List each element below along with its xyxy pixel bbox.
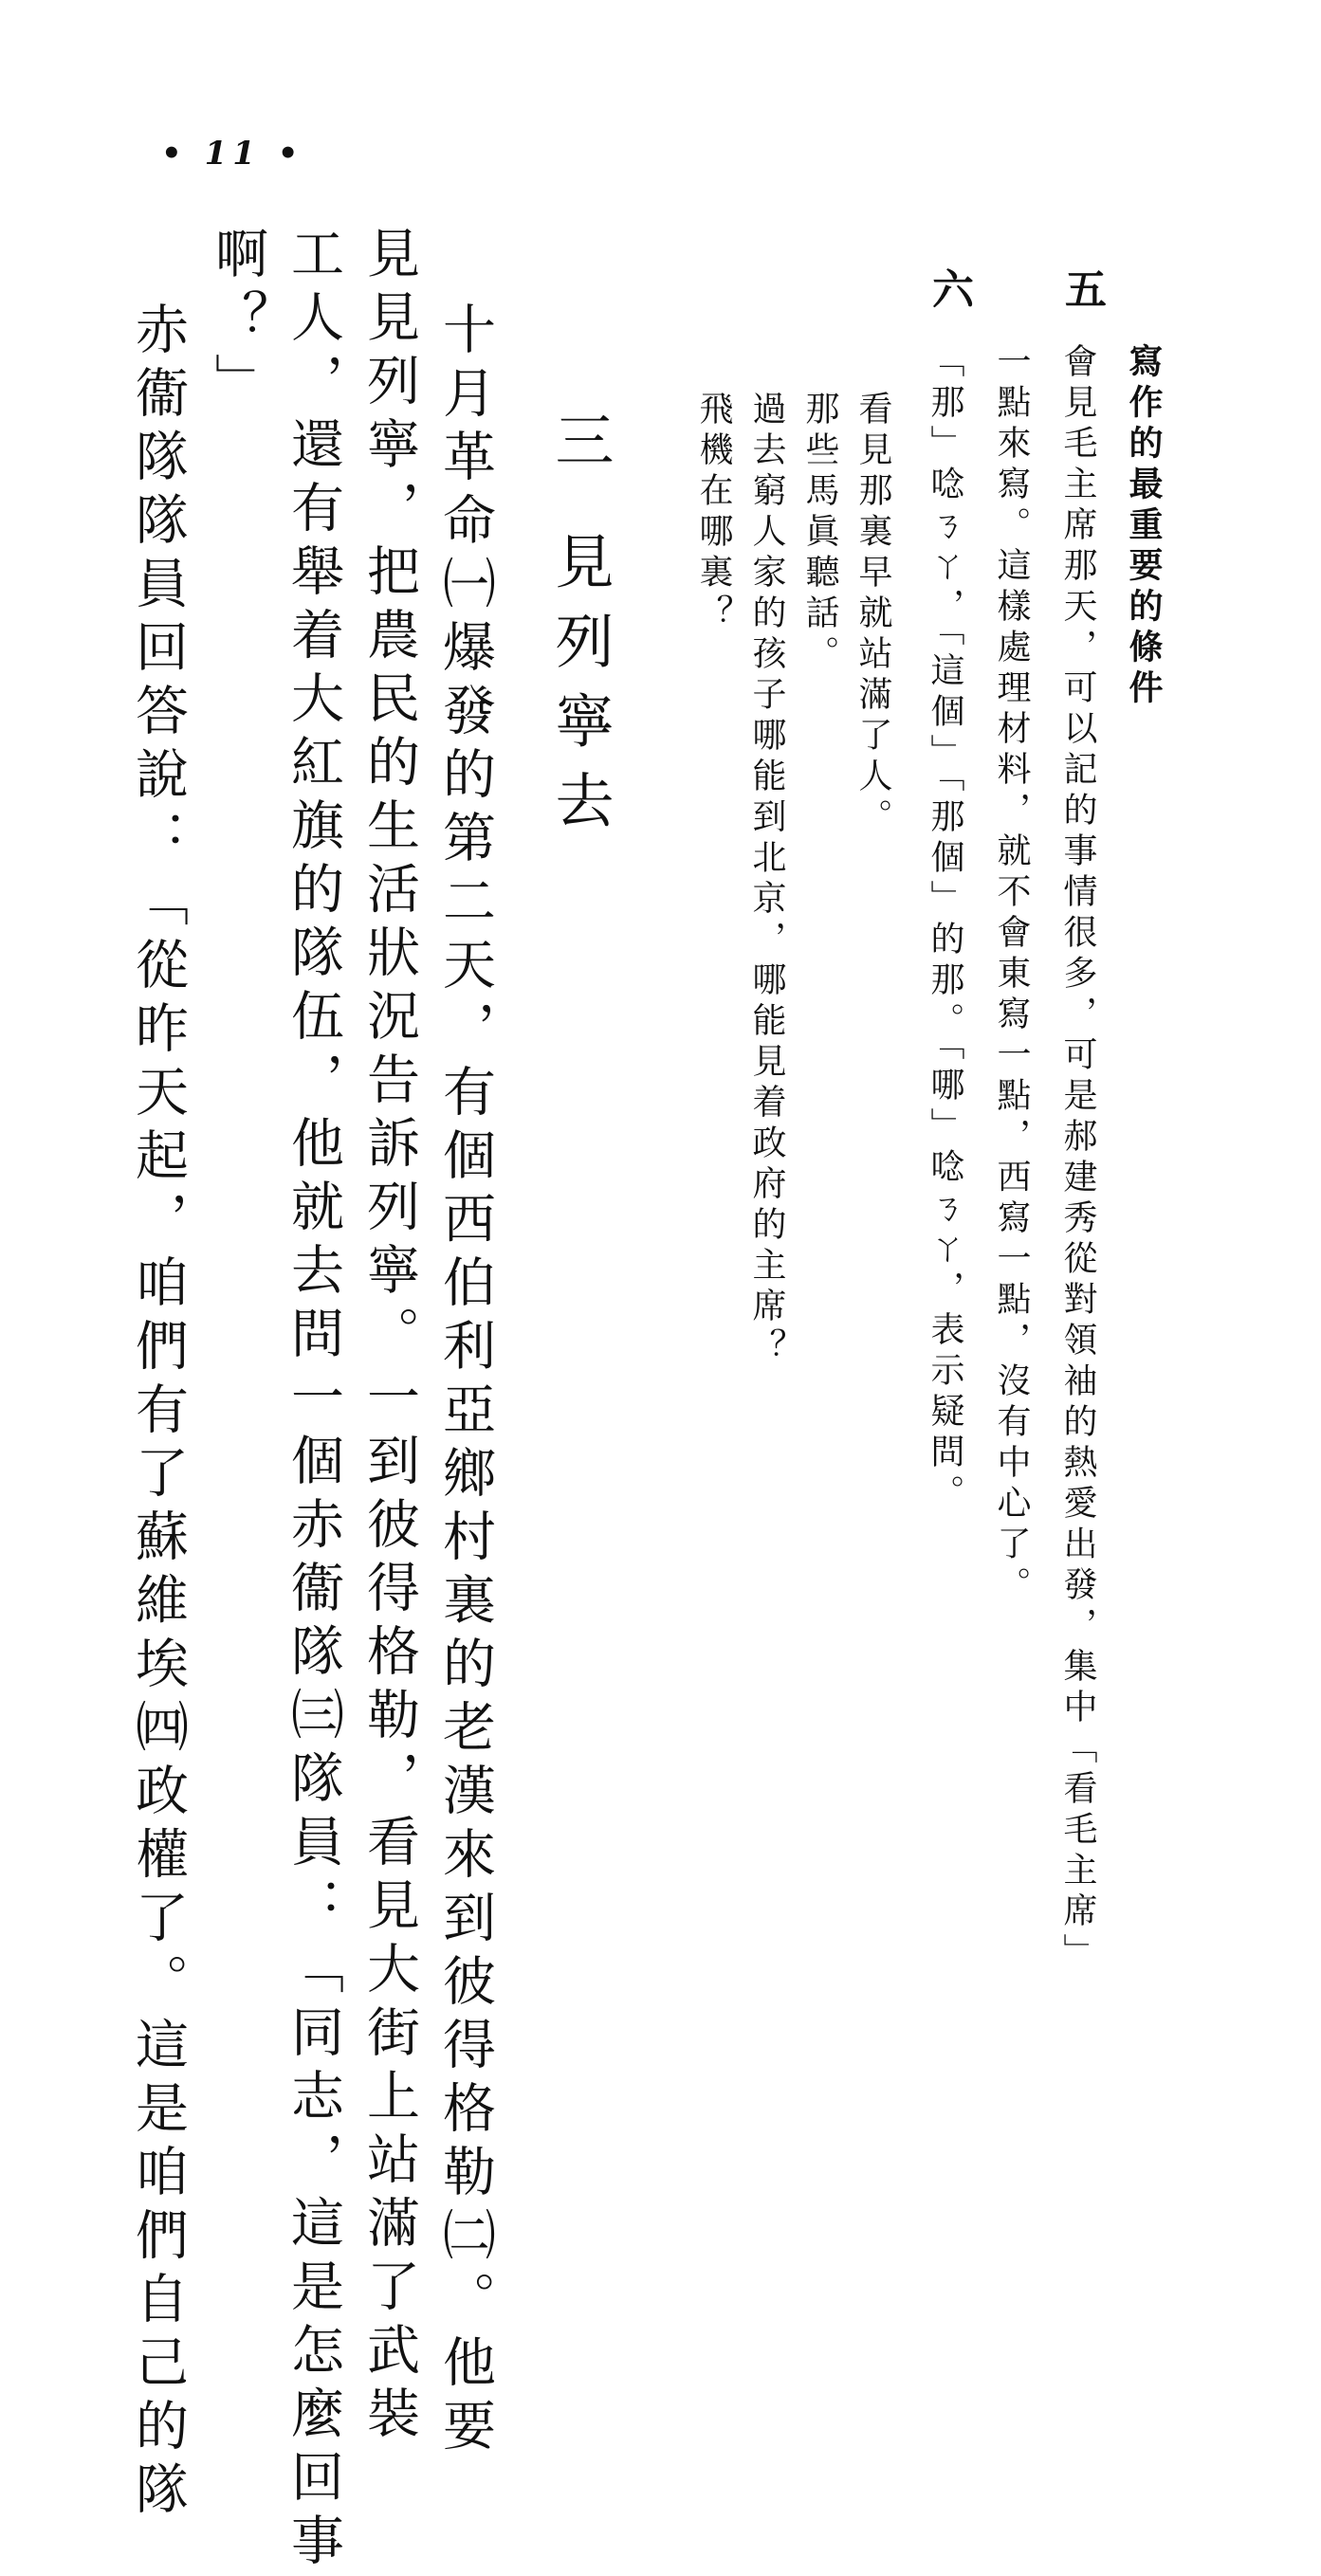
note-6-example-2: 那些馬眞聽話。 [800, 391, 839, 676]
body-line-1: 十月革命㈠爆發的第二天，有個西伯利亞鄉村裏的老漢來到彼得格勒㈡。他要 [434, 301, 496, 2461]
note-6-marker: 六 [925, 267, 973, 309]
note-6-line-1: 「那」唸ㄋㄚ，「這個」「那個」的那。「哪」唸ㄋㄚ，表示疑問。 [926, 343, 964, 1515]
note-5-line-2: 一點來寫。這樣處理材料，就不會東寫一點，西寫一點，沒有中心了。 [992, 343, 1031, 1607]
chapter-title: 見列寧去 [545, 531, 615, 850]
note-6-example-3: 過去窮人家的孩子哪能到北京，哪能見着政府的主席？ [747, 391, 786, 1369]
note-5-line-1: 會見毛主席那天，可以記的事情很多，可是郝建秀從對領袖的熱愛出發，集中「看毛主席」 [1058, 343, 1097, 1974]
note-5-marker: 五 [1057, 267, 1106, 309]
body-line-4: 啊？」 [207, 226, 268, 416]
note-5-heading: 寫作的最重要的條件 [1124, 343, 1164, 710]
note-6-example-4: 飛機在哪裏？ [694, 391, 733, 635]
page-number: • 11 • [161, 135, 304, 173]
body-line-3: 工人，還有舉着大紅旗的隊伍，他就去問一個赤衞隊㈢隊員：「同志，這是怎麼回事 [283, 226, 344, 2576]
note-6-example-1: 看見那裏早就站滿了人。 [853, 391, 892, 839]
body-line-2: 見見列寧，把農民的生活狀況告訴列寧。一到彼得格勒，看見大街上站滿了武裝 [358, 226, 420, 2449]
body-line-5: 赤衞隊隊員回答說：「從昨天起，咱們有了蘇維埃㈣政權了。這是咱們自己的隊 [127, 301, 189, 2525]
chapter-number: 三 [545, 410, 615, 489]
